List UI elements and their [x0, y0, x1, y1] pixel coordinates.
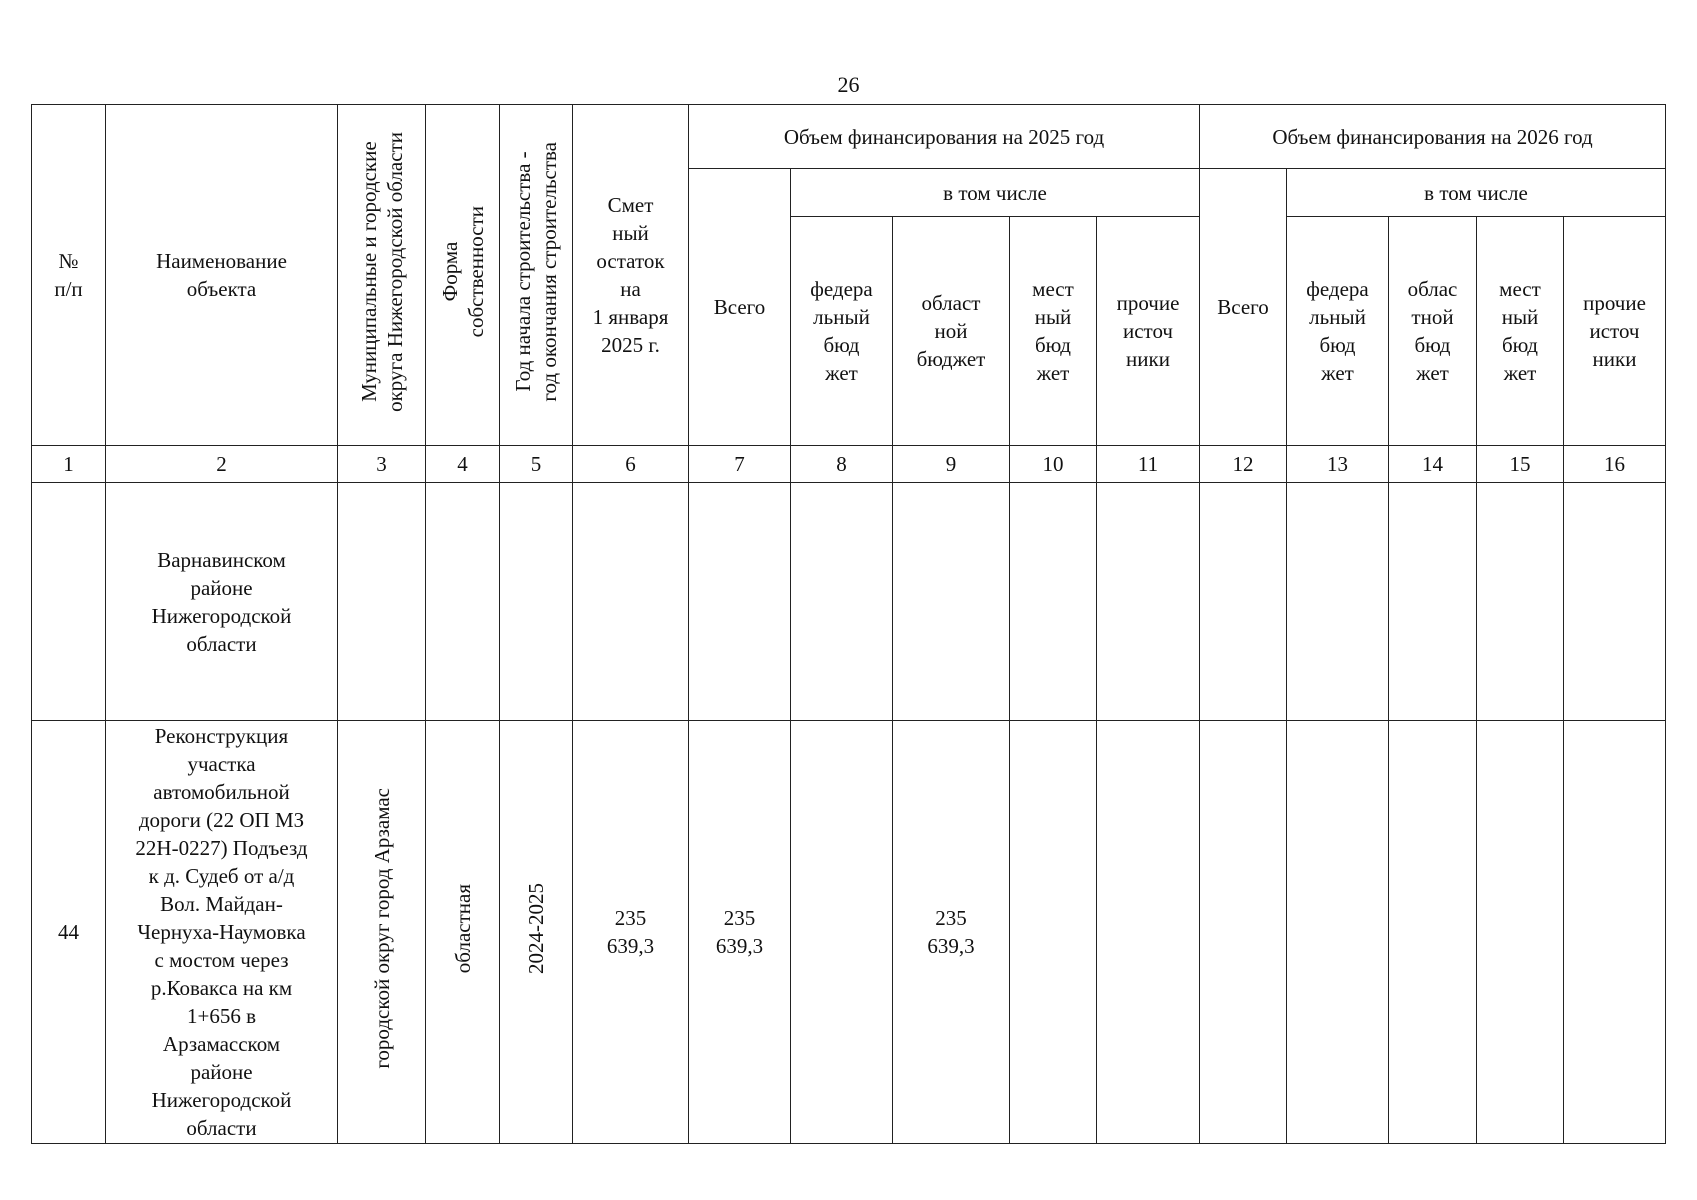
row-num — [32, 483, 106, 721]
row-years-text: 2024-2025 — [524, 883, 548, 974]
row-years — [500, 721, 573, 1144]
column-number: 3 — [338, 446, 426, 483]
column-number: 13 — [1287, 446, 1389, 483]
row-num: 44 — [32, 721, 106, 1144]
column-numbers-row — [32, 446, 1666, 483]
row-federal-2025 — [791, 483, 893, 721]
row-other-2026 — [1564, 483, 1666, 721]
header-total-2025: Всего — [689, 169, 791, 446]
row-name: Реконструкция участка автомобильной дороги (22 ОП МЗ 22Н-0227) Подъезд к д. Судеб от а/д Вол. Майдан- Чернуха-Наумовка с мостом через р.Ковакса на км 1+656 в Арзамасском районе Нижегородской области — [106, 721, 338, 1144]
row-federal-2026 — [1287, 721, 1389, 1144]
column-number: 5 — [500, 446, 573, 483]
row-regional-2025 — [893, 483, 1010, 721]
header-years-text: Год начала строительства - год окончания строительства — [511, 141, 561, 402]
header-remaining: Смет ный остаток на 1 января 2025 г. — [573, 105, 689, 446]
page-number: 26 — [837, 72, 860, 97]
table-row — [32, 483, 1666, 721]
row-municipality-text: городской округ город Арзамас — [369, 788, 394, 1069]
header-municipality-text: Муниципальные и городские округа Нижегородской области — [356, 131, 407, 412]
row-regional-2026 — [1389, 483, 1477, 721]
column-number: 1 — [32, 446, 106, 483]
row-total-2026 — [1200, 483, 1287, 721]
row-federal-2025 — [791, 721, 893, 1144]
column-number: 4 — [426, 446, 500, 483]
row-other-2025 — [1097, 721, 1200, 1144]
row-local-2025 — [1010, 721, 1097, 1144]
column-number: 10 — [1010, 446, 1097, 483]
row-municipality — [338, 721, 426, 1144]
header-other-2026: прочие источ ники — [1564, 217, 1666, 446]
row-total-2026 — [1200, 721, 1287, 1144]
header-group-2026: Объем финансирования на 2026 год — [1200, 105, 1666, 169]
row-ownership — [426, 483, 500, 721]
column-number: 11 — [1097, 446, 1200, 483]
header-ownership — [426, 105, 500, 446]
header-regional-2026: облас тной бюд жет — [1389, 217, 1477, 446]
row-municipality — [338, 483, 426, 721]
row-local-2026 — [1477, 483, 1564, 721]
row-ownership-text: областная — [450, 883, 475, 974]
header-local-2025: мест ный бюд жет — [1010, 217, 1097, 446]
row-total-2025 — [689, 483, 791, 721]
row-ownership — [426, 721, 500, 1144]
financing-table — [31, 104, 1666, 1144]
header-local-2026: мест ный бюд жет — [1477, 217, 1564, 446]
row-local-2025 — [1010, 483, 1097, 721]
header-municipality — [338, 105, 426, 446]
row-other-2026 — [1564, 721, 1666, 1144]
header-other-2025: прочие источ ники — [1097, 217, 1200, 446]
header-vtom-2025: в том числе — [791, 169, 1200, 217]
header-row-1 — [32, 105, 1666, 169]
row-remaining: 235 639,3 — [573, 721, 689, 1144]
header-regional-2025: област ной бюджет — [893, 217, 1010, 446]
table-row — [32, 721, 1666, 1144]
row-total-2025: 235 639,3 — [689, 721, 791, 1144]
header-total-2026: Всего — [1200, 169, 1287, 446]
header-num: № п/п — [32, 105, 106, 446]
column-number: 15 — [1477, 446, 1564, 483]
header-ownership-text: Форма собственности — [437, 205, 488, 338]
row-local-2026 — [1477, 721, 1564, 1144]
column-number: 14 — [1389, 446, 1477, 483]
row-remaining — [573, 483, 689, 721]
column-number: 8 — [791, 446, 893, 483]
column-number: 6 — [573, 446, 689, 483]
column-number: 2 — [106, 446, 338, 483]
row-regional-2025: 235 639,3 — [893, 721, 1010, 1144]
row-federal-2026 — [1287, 483, 1389, 721]
column-number: 7 — [689, 446, 791, 483]
header-group-2025: Объем финансирования на 2025 год — [689, 105, 1200, 169]
row-years — [500, 483, 573, 721]
column-number: 12 — [1200, 446, 1287, 483]
header-years — [500, 105, 573, 446]
row-other-2025 — [1097, 483, 1200, 721]
header-name: Наименование объекта — [106, 105, 338, 446]
column-number: 16 — [1564, 446, 1666, 483]
header-federal-2026: федера льный бюд жет — [1287, 217, 1389, 446]
header-vtom-2026: в том числе — [1287, 169, 1666, 217]
header-federal-2025: федера льный бюд жет — [791, 217, 893, 446]
row-regional-2026 — [1389, 721, 1477, 1144]
row-name: Варнавинском районе Нижегородской области — [106, 483, 338, 721]
column-number: 9 — [893, 446, 1010, 483]
